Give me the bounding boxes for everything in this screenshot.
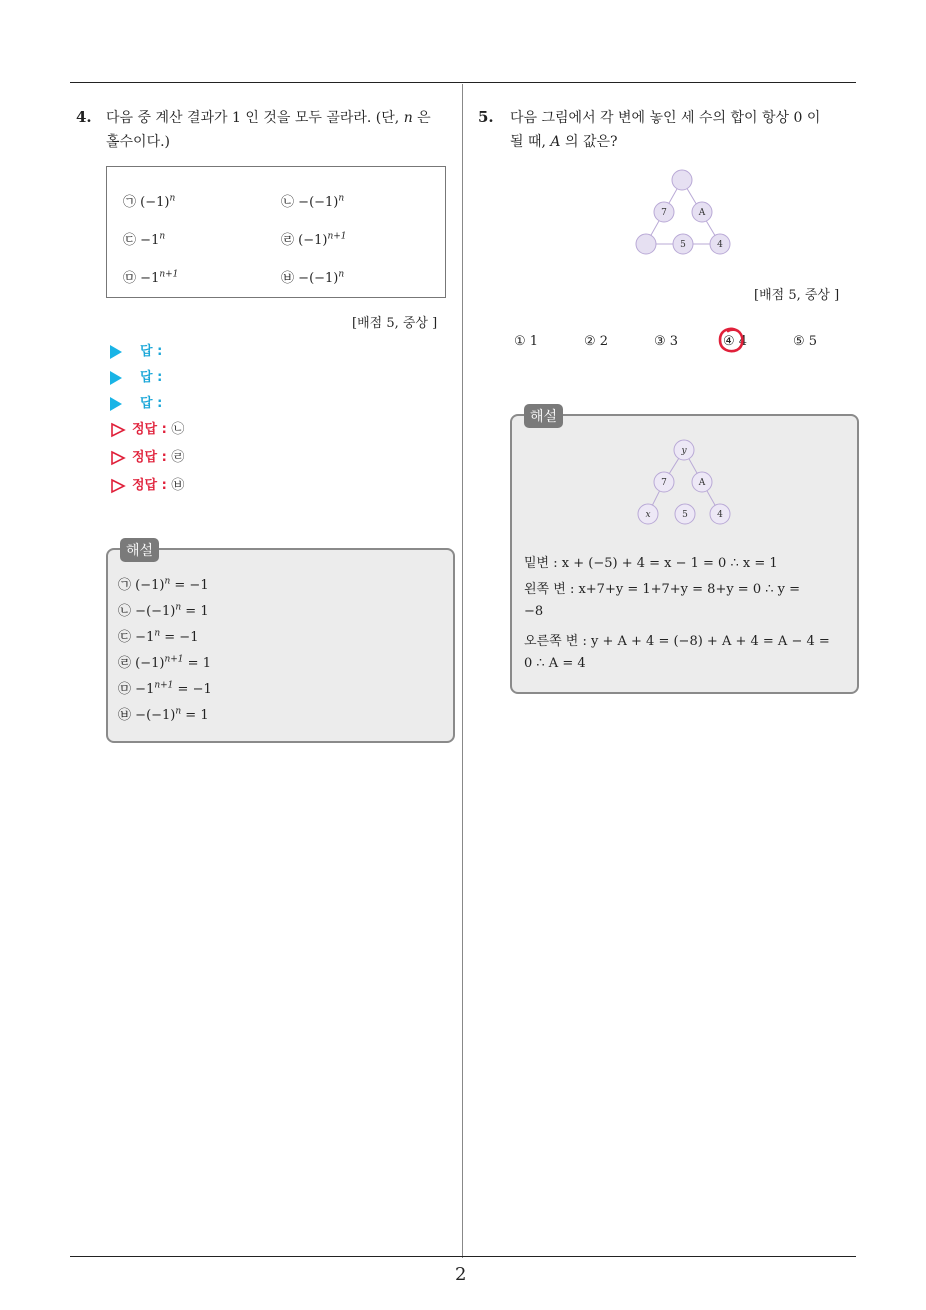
q5-text-line1: 다음 그림에서 각 변에 놓인 세 수의 합이 항상 0 이 — [510, 110, 821, 126]
explanation-tag: 해설 — [120, 538, 159, 562]
answer-label: 답 : — [140, 370, 163, 385]
exp-lhs: (−1) — [146, 708, 176, 723]
q5-explanation-figure — [630, 436, 740, 528]
explanation-line — [118, 678, 212, 697]
q4-text-line1: 다음 중 계산 결과가 1 인 것을 모두 골라라. (단, — [106, 110, 404, 126]
correct-label: 정답 : — [132, 478, 167, 493]
outline-triangle-icon — [110, 478, 126, 494]
node-label: 7 — [661, 208, 667, 218]
explanation-line — [118, 652, 211, 671]
exp-label: ㉢ — [118, 630, 132, 645]
answer-circle-mark — [716, 326, 746, 356]
explanation-line: 밑변 : x + (−5) + 4 = x − 1 = 0 ∴ x = 1 — [524, 556, 778, 571]
exp-rhs: = 1 — [181, 708, 209, 723]
play-triangle-icon — [110, 397, 122, 411]
exp-sup: n+1 — [164, 654, 184, 665]
explanation-line: −8 — [524, 604, 544, 619]
outline-triangle-icon — [110, 422, 126, 438]
outline-triangle-icon — [110, 450, 126, 466]
exp-label: ㉤ — [118, 682, 132, 697]
exp-lhs: 1 — [146, 682, 155, 697]
q4-number: 4. — [76, 108, 92, 126]
choice-prefix: − — [140, 233, 152, 248]
q5-score-meta: [배점 5, 중상 ] — [754, 288, 840, 303]
q4-choice[interactable] — [123, 229, 165, 248]
exp-label: ㉠ — [118, 578, 132, 593]
exp-rhs: = 1 — [181, 604, 209, 619]
exp-label: ㉥ — [118, 708, 132, 723]
q5-choice-5[interactable]: ⑤ 5 — [793, 334, 818, 349]
q4-question-text — [106, 106, 458, 154]
explanation-line: 0 ∴ A = 4 — [524, 656, 586, 671]
explanation-line — [118, 626, 198, 645]
choice-label: ㉣ — [281, 233, 295, 248]
choice-prefix: − — [298, 195, 310, 210]
q5-text-line2-pre: 될 때, — [510, 134, 551, 150]
choice-expr: (−1) — [298, 233, 328, 248]
choice-sup: n — [338, 269, 345, 280]
exp-sup: n — [164, 576, 171, 587]
explanation-line — [118, 704, 209, 723]
q4-text-line1-end: 은 — [412, 110, 431, 126]
explanation-tag: 해설 — [524, 404, 563, 428]
q4-score-meta: [배점 5, 중상 ] — [352, 316, 438, 331]
exp-rhs: = 1 — [183, 656, 211, 671]
node-label: 4 — [717, 240, 723, 250]
node-label: A — [698, 478, 706, 488]
node-label: y — [681, 446, 687, 456]
explanation-line — [118, 574, 209, 593]
exp-lhs: (−1) — [146, 604, 176, 619]
node-label: 5 — [680, 240, 686, 250]
q5-triangle-figure — [630, 166, 740, 260]
exp-rhs: = −1 — [160, 630, 199, 645]
q4-choice-box — [106, 166, 446, 298]
choice-sup: n — [169, 193, 176, 204]
q5-choice-4[interactable]: ④ 4 — [723, 334, 748, 349]
explanation-line: 오른쪽 변 : y + A + 4 = (−8) + A + 4 = A − 4 = — [524, 634, 830, 649]
bottom-rule — [70, 1256, 856, 1257]
choice-prefix: − — [140, 271, 152, 286]
q4-choice[interactable] — [281, 229, 347, 248]
choice-expr: (−1) — [140, 195, 170, 210]
answer-row[interactable] — [110, 392, 162, 411]
exp-lhs: (−1) — [135, 578, 165, 593]
q4-choice[interactable] — [123, 267, 178, 286]
correct-value: ㉣ — [171, 450, 185, 465]
exp-prefix: − — [135, 604, 147, 619]
exp-sup: n+1 — [154, 680, 174, 691]
q5-text-var: A — [550, 134, 561, 150]
choice-expr: (−1) — [309, 271, 339, 286]
explanation-line — [118, 600, 209, 619]
exp-label: ㉣ — [118, 656, 132, 671]
exp-prefix: − — [135, 708, 147, 723]
q4-choice[interactable] — [281, 191, 344, 210]
exp-label: ㉡ — [118, 604, 132, 619]
exp-rhs: = −1 — [170, 578, 209, 593]
exp-sup: n — [175, 706, 182, 717]
choice-label: ㉤ — [123, 271, 137, 286]
correct-label: 정답 : — [132, 422, 167, 437]
page-number: 2 — [455, 1264, 467, 1285]
choice-expr: 1 — [151, 233, 160, 248]
node-label: 5 — [682, 510, 688, 520]
column-divider — [462, 84, 463, 1258]
correct-label: 정답 : — [132, 450, 167, 465]
answer-row[interactable] — [110, 366, 162, 385]
node-label: A — [698, 208, 706, 218]
exp-lhs: (−1) — [135, 656, 165, 671]
q5-question-text — [510, 106, 860, 154]
q4-text-var: n — [403, 110, 413, 126]
choice-sup: n+1 — [159, 269, 179, 280]
choice-label: ㉠ — [123, 195, 137, 210]
exp-sup: n — [154, 628, 161, 639]
choice-expr: 1 — [151, 271, 160, 286]
node-label: x — [645, 510, 651, 520]
choice-sup: n+1 — [327, 231, 347, 242]
choice-sup: n — [159, 231, 166, 242]
q5-choice-2[interactable]: ② 2 — [584, 334, 609, 349]
play-triangle-icon — [110, 371, 122, 385]
correct-answer-row — [110, 418, 184, 438]
play-triangle-icon — [110, 345, 122, 359]
q4-choice[interactable] — [281, 267, 344, 286]
choice-sup: n — [338, 193, 345, 204]
q4-explanation-box — [106, 543, 455, 743]
choice-prefix: − — [298, 271, 310, 286]
exp-prefix: − — [135, 630, 147, 645]
node-label: 4 — [717, 510, 723, 520]
answer-label: 답 : — [140, 396, 163, 411]
node-label: 7 — [661, 478, 667, 488]
choice-label: ㉥ — [281, 271, 295, 286]
correct-value: ㉡ — [171, 422, 185, 437]
choice-expr: (−1) — [309, 195, 339, 210]
top-rule — [70, 82, 856, 83]
q5-number: 5. — [478, 108, 494, 126]
q5-text-line2-post: 의 값은? — [560, 134, 618, 150]
correct-value: ㉥ — [171, 478, 185, 493]
exp-rhs: = −1 — [173, 682, 212, 697]
q5-explanation-box — [510, 409, 859, 694]
exp-lhs: 1 — [146, 630, 155, 645]
q4-text-line2: 홀수이다.) — [106, 134, 171, 150]
q5-choice-1[interactable]: ① 1 — [514, 334, 539, 349]
choice-label: ㉡ — [281, 195, 295, 210]
explanation-line: 왼쪽 변 : x+7+y = 1+7+y = 8+y = 0 ∴ y = — [524, 582, 801, 597]
answer-label: 답 : — [140, 344, 163, 359]
exp-sup: n — [175, 602, 182, 613]
q5-choice-3[interactable]: ③ 3 — [654, 334, 679, 349]
correct-answer-row — [110, 474, 184, 494]
q4-choice[interactable] — [123, 191, 175, 210]
exp-prefix: − — [135, 682, 147, 697]
answer-row[interactable] — [110, 340, 162, 359]
correct-answer-row — [110, 446, 184, 466]
choice-label: ㉢ — [123, 233, 137, 248]
